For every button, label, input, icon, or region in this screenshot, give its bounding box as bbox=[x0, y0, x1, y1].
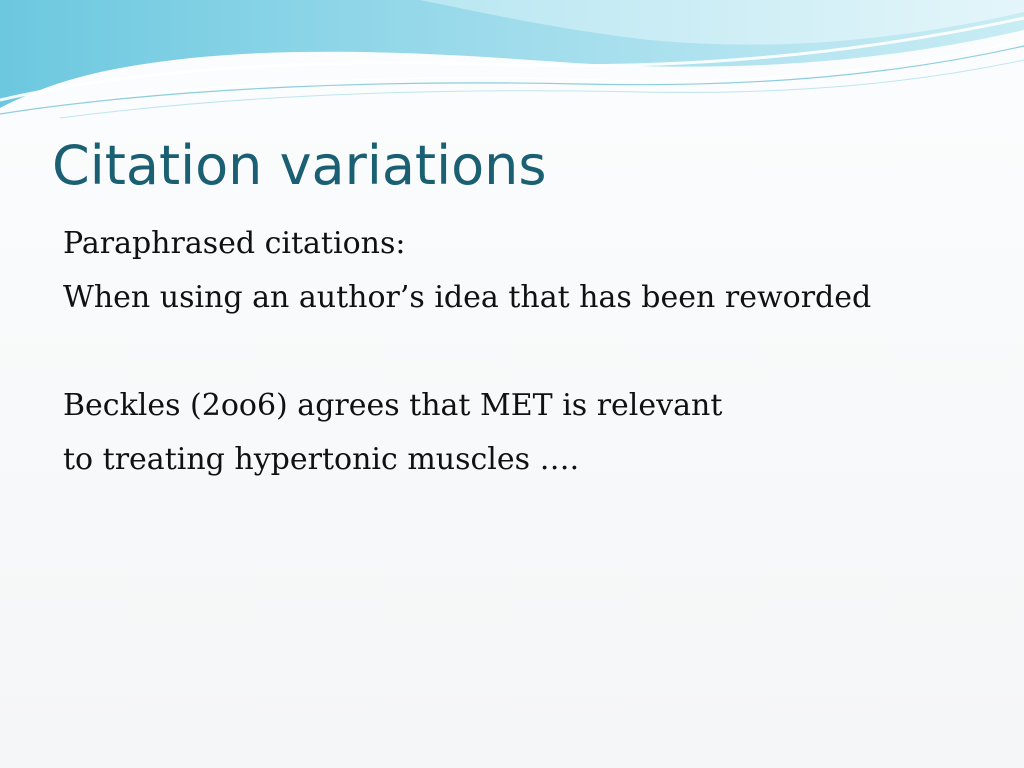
slide-title: Citation variations bbox=[52, 134, 547, 197]
slide-body bbox=[63, 222, 871, 492]
body-line-example-1: Beckles (2oo6) agrees that MET is relevant bbox=[63, 388, 723, 423]
body-spacer bbox=[63, 330, 871, 384]
body-line-paraphrased-heading: Paraphrased citations: bbox=[63, 226, 406, 261]
decorative-wave-banner bbox=[0, 0, 1024, 130]
body-line-example-2: to treating hypertonic muscles …. bbox=[63, 442, 580, 477]
body-line-definition: When using an author’s idea that has been reworded bbox=[63, 280, 872, 315]
